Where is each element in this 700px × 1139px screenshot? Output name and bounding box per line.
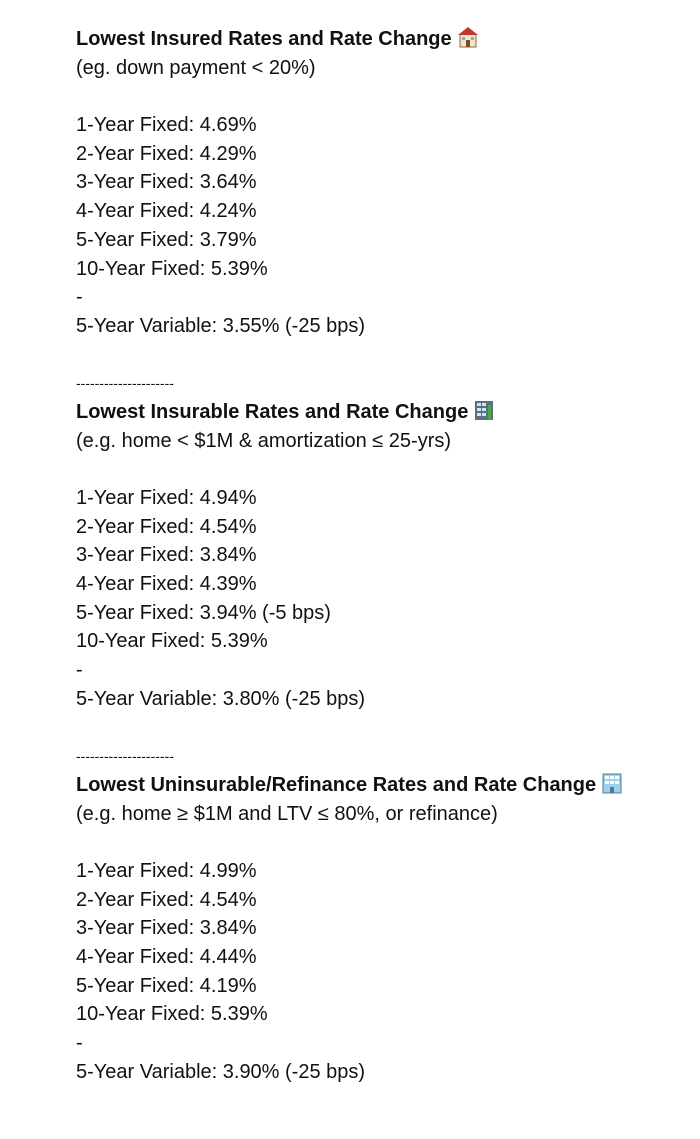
building-icon	[473, 399, 495, 430]
rate-line: 5-Year Fixed: 3.79%	[76, 228, 257, 251]
rate-line: 4-Year Fixed: 4.24%	[76, 200, 257, 223]
dash-line: -	[76, 1032, 83, 1055]
rate-line: 2-Year Fixed: 4.54%	[76, 888, 257, 911]
variable-rate-line: 5-Year Variable: 3.80% (-25 bps)	[76, 687, 366, 710]
section-3-subtitle: (e.g. home ≥ $1M and LTV ≤ 80%, or refinance)	[76, 802, 498, 825]
section-2-subtitle: (e.g. home < $1M & amortization ≤ 25-yrs)	[76, 429, 452, 452]
variable-rate-line: 5-Year Variable: 3.90% (-25 bps)	[76, 1060, 366, 1083]
section-1-subtitle: (eg. down payment < 20%)	[76, 56, 316, 79]
rate-line: 10-Year Fixed: 5.39%	[76, 1003, 268, 1026]
rate-line: 2-Year Fixed: 4.54%	[76, 515, 257, 538]
rate-line: 10-Year Fixed: 5.39%	[76, 257, 268, 280]
rate-line: 4-Year Fixed: 4.39%	[76, 573, 257, 596]
section-3-title: Lowest Uninsurable/Refinance Rates and Rate Change	[76, 773, 597, 796]
house-icon	[457, 26, 479, 57]
rate-line: 5-Year Fixed: 4.19%	[76, 974, 257, 997]
section-1-title-line	[76, 25, 624, 54]
rate-line: 3-Year Fixed: 3.84%	[76, 544, 257, 567]
rate-line: 5-Year Fixed: 3.94% (-5 bps)	[76, 601, 331, 624]
rate-line: 4-Year Fixed: 4.44%	[76, 946, 257, 968]
dash-line: -	[76, 659, 83, 682]
dash-line: -	[76, 286, 83, 309]
spacer	[76, 82, 624, 111]
section-2-title-line	[76, 398, 624, 427]
section-3-title-line	[76, 771, 624, 800]
rate-line: 1-Year Fixed: 4.69%	[76, 114, 257, 137]
spacer	[76, 828, 624, 857]
section-1-title: Lowest Insured Rates and Rate Change	[76, 28, 452, 50]
separator: ---------------------	[76, 375, 174, 392]
rate-line: 3-Year Fixed: 3.84%	[76, 917, 257, 940]
office-building-icon	[601, 772, 623, 803]
separator: ---------------------	[76, 748, 174, 765]
spacer	[76, 714, 624, 743]
rate-line: 3-Year Fixed: 3.64%	[76, 171, 257, 194]
rate-line: 1-Year Fixed: 4.94%	[76, 487, 257, 509]
section-2-title: Lowest Insurable Rates and Rate Change	[76, 400, 469, 423]
variable-rate-line: 5-Year Variable: 3.55% (-25 bps)	[76, 314, 366, 337]
rate-line: 1-Year Fixed: 4.99%	[76, 859, 257, 882]
spacer	[76, 341, 624, 370]
spacer	[76, 455, 624, 484]
rate-line: 2-Year Fixed: 4.29%	[76, 142, 257, 165]
rate-line: 10-Year Fixed: 5.39%	[76, 630, 268, 653]
